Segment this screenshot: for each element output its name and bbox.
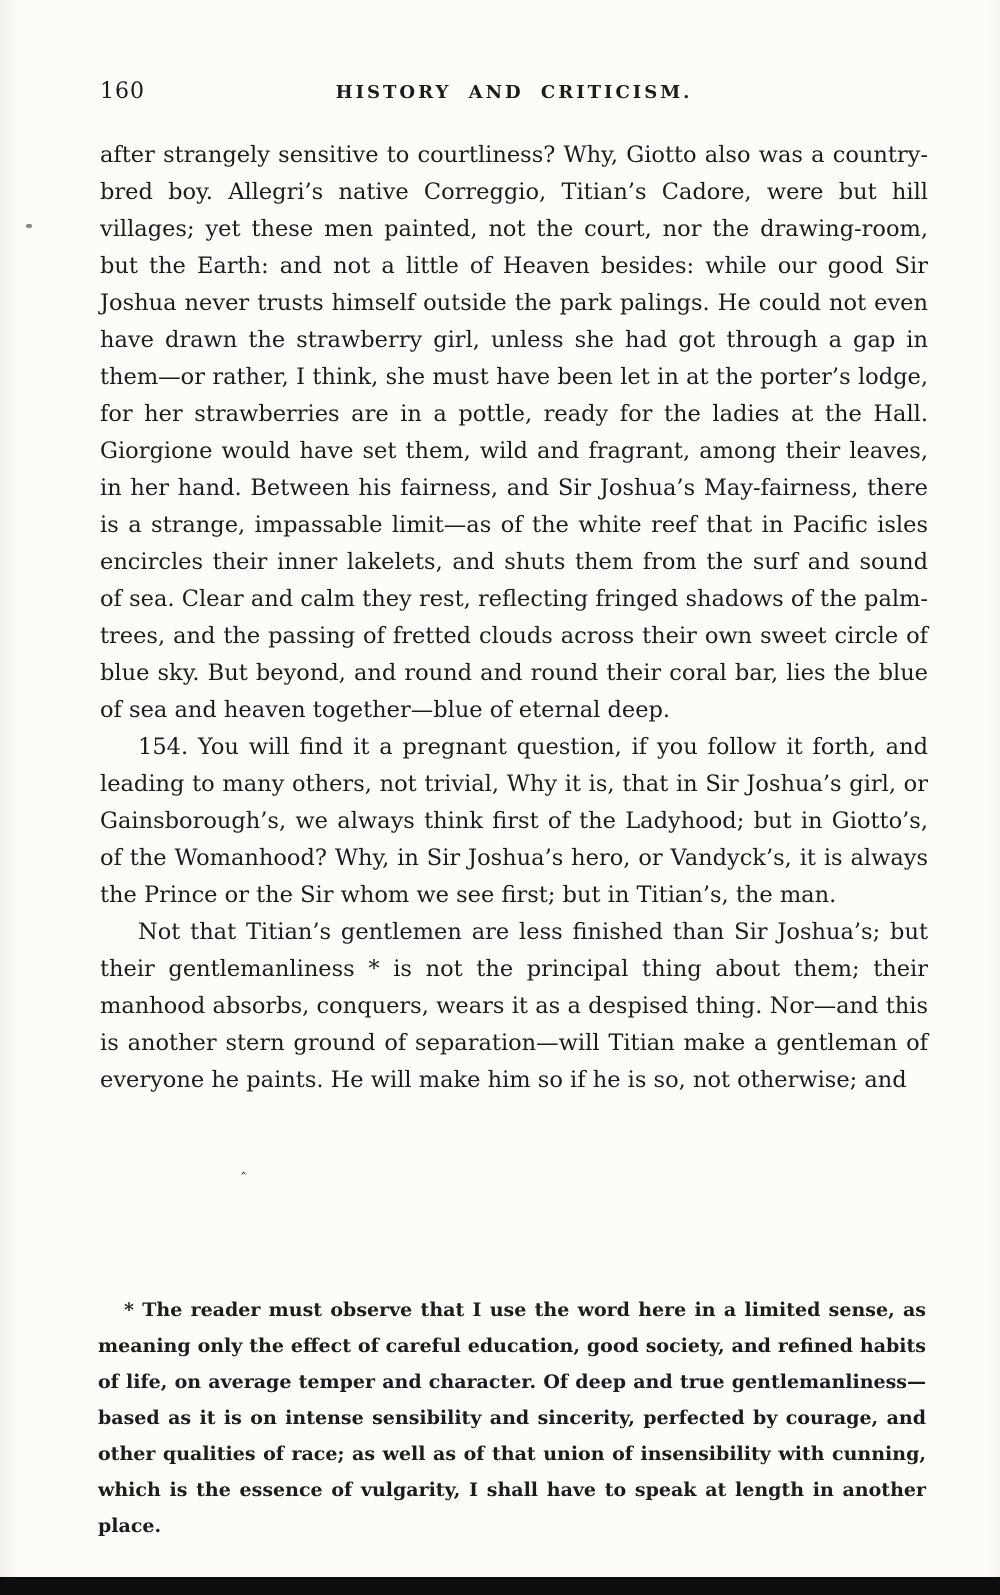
footnote: * The reader must observe that I use the word here in a limited sense, as meaning only the effect of careful education, good society, and refined habits of life, on average temper and character. Of deep and true gentlemanliness—based as it is on intense sensibility and sincerity, perfected by courage, and other qualities of race; as well as of that union of insensibility with cunning, which is the essence of vulgarity, I shall have to speak at length in another place. — [98, 1299, 926, 1537]
running-title: HISTORY AND CRITICISM. — [335, 82, 693, 103]
paragraph-continuation: after strangely sensitive to courtliness? Why, Giotto also was a country-bred boy. Allegri’s native Correggio, Titian’s Cadore, were but hill villages; yet these men painted, not the court, nor the drawing-room, but the Earth: and not a little of Heaven besides: while our good Sir Joshua never trusts himself outside the park palings. He could not even have drawn the strawberry girl, unless she had got through a gap in them—or rather, I think, she must have been let in at the porter’s lodge, for her strawberries are in a pottle, ready for the ladies at the Hall. Giorgione would have set them, wild and fragrant, among their leaves, in her hand. Between his fairness, and Sir Joshua’s May-fairness, there is a strange, impassable limit—as of the white reef that in Pacific isles encircles their inner lakelets, and shuts them from the surf and sound of sea. Clear and calm they rest, reflecting fringed shadows of the palm-trees, and the passing of fretted clouds across their own sweet circle of blue sky. But beyond, and round and round their coral bar, lies the blue of sea and heaven together—blue of eternal deep. — [100, 142, 928, 723]
page-header — [100, 78, 928, 108]
scan-artifact-caret: ‸ — [241, 1157, 247, 1175]
page-number: 160 — [100, 79, 145, 104]
scan-edge-bar — [0, 1577, 1000, 1595]
paragraph-titian: Not that Titian’s gentlemen are less finished than Sir Joshua’s; but their gentlemanliness * is not the principal thing about them; their manhood absorbs, conquers, wears it as a despised thing. Nor—and this is another stern ground of separation—will Titian make a gentleman of everyone he paints. He will make him so if he is so, not otherwise; and — [100, 919, 928, 1093]
scan-artifact-dot — [26, 224, 32, 228]
page-body — [100, 137, 928, 1099]
paragraph-154: 154. You will find it a pregnant question, if you follow it forth, and leading to many others, not trivial, Why it is, that in Sir Joshua’s girl, or Gainsborough’s, we always think first of the Ladyhood; but in Giotto’s, of the Womanhood? Why, in Sir Joshua’s hero, or Vandyck’s, it is always the Prince or the Sir whom we see first; but in Titian’s, the man. — [100, 734, 928, 908]
